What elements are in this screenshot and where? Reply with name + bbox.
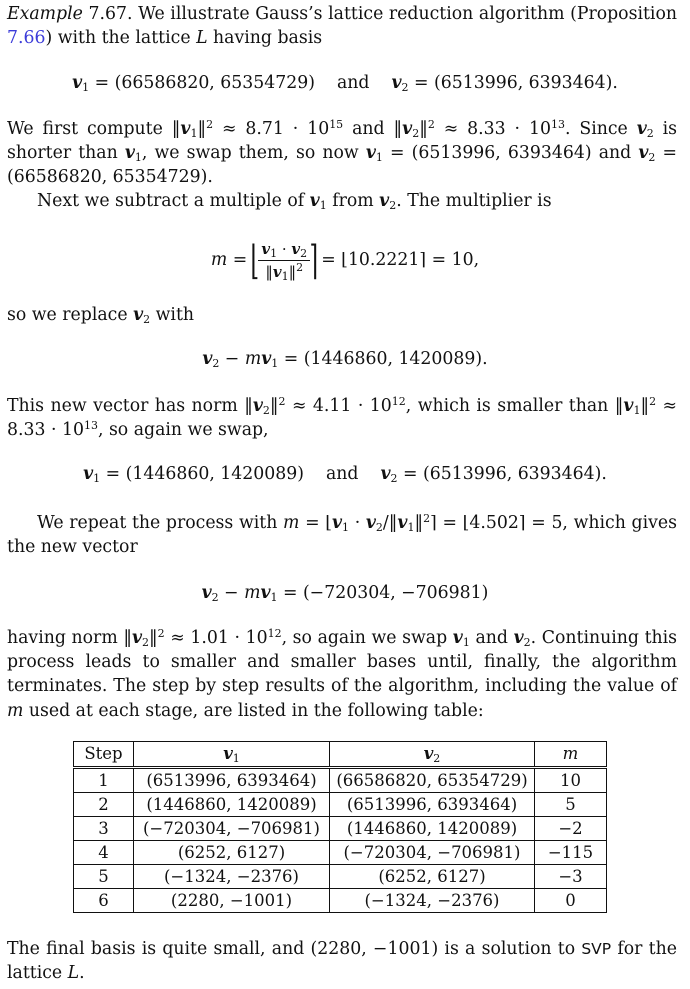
final-vector: (2280, −1001) xyxy=(310,939,439,959)
header-m: m xyxy=(535,742,607,768)
intro-paragraph xyxy=(7,2,677,50)
floor-right-bracket: ⌉ xyxy=(309,237,319,284)
final-text-c: for the lattice xyxy=(7,939,677,984)
p4-exp-1: 12 xyxy=(391,395,406,408)
cell-m: 0 xyxy=(535,889,607,913)
p1-text-c: is shorter than xyxy=(7,119,678,164)
cell-step: 3 xyxy=(74,817,134,841)
p4-exp-2: 13 xyxy=(83,419,98,433)
new-vector-result: (−720304, −706981) xyxy=(303,583,489,603)
svp-term: SVP xyxy=(581,940,612,958)
cell-m: −3 xyxy=(535,865,607,889)
lattice-symbol: L xyxy=(196,28,208,49)
multiplier-result: 10, xyxy=(451,250,480,270)
cell-v2: (6252, 6127) xyxy=(330,865,535,889)
basis-conj: and xyxy=(336,73,370,93)
cell-step: 5 xyxy=(74,865,134,889)
results-table xyxy=(73,741,607,913)
p6-exp: 12 xyxy=(267,627,282,640)
swap-display: $v_1 = (1446860$, 1420089) and $v_2 = (6513996$, 6393464). xyxy=(83,464,607,485)
p5-rounded: 4.502 xyxy=(469,513,519,533)
paragraph-repeat: We repeat the process with $m = ⌊v_1$ · $v_2/‖v_1‖^2⌉$ = ⌊4.502⌉ = 5, which gives the new vector xyxy=(7,512,677,558)
cell-v2: (−720304, −706981) xyxy=(330,841,535,865)
table-row xyxy=(74,865,607,889)
p4-text-a: This new vector has norm xyxy=(7,396,238,416)
header-v1: $v_1$ xyxy=(134,742,330,768)
swap-conj: and xyxy=(326,464,359,484)
p3-text-a: so we replace xyxy=(7,305,128,325)
p2-text-a: Next we subtract a multiple of xyxy=(37,191,305,211)
p4-text-b: , which is smaller than xyxy=(405,396,609,416)
multiplier-rounded: 10.2221 xyxy=(347,250,420,270)
p6-text-c: and xyxy=(475,628,508,648)
cell-step: 2 xyxy=(74,793,134,817)
p6-norm: 1.01 · 10 xyxy=(190,628,268,648)
multiplier-symbol: m xyxy=(210,250,228,270)
replace-display: $v_2 - mv_1 = (1446860$, 1420089). xyxy=(202,349,488,370)
p1-and: and xyxy=(352,119,385,139)
table-row xyxy=(74,768,607,793)
table-row xyxy=(74,841,607,865)
paragraph-replace: so we replace $v_2$ with xyxy=(7,305,195,326)
final-period: . xyxy=(79,963,85,984)
cell-v1: (1446860, 1420089) xyxy=(134,793,330,817)
p1-v1-norm: 8.71 · 10 xyxy=(245,119,330,139)
table-row xyxy=(74,793,607,817)
p6-text-d: . Continuing this process leads to smaller and smaller bases until, finally, the algorithm terminates. The step by step results of the algorithm, including the value of xyxy=(7,628,678,697)
p1-text-a: We first compute xyxy=(7,119,163,139)
table-row xyxy=(74,889,607,913)
cell-step: 6 xyxy=(74,889,134,913)
new-vector-display: $v_2 - mv_1 = (-720304$, −706981) xyxy=(201,583,489,604)
paragraph-subtract: Next we subtract a multiple of $v_1$ from $v_2$. The multiplier is xyxy=(37,191,552,212)
p2-text-c: . The multiplier is xyxy=(396,191,552,211)
proposition-link[interactable]: 7.66 xyxy=(7,28,46,49)
p4-norm-2: 8.33 · 10 xyxy=(7,420,84,441)
p6-text-b: , so again we swap xyxy=(281,628,448,648)
p1-v2-exp: 13 xyxy=(550,118,565,131)
p1-v2-norm: 8.33 · 10 xyxy=(467,119,551,139)
cell-v2: (−1324, −2376) xyxy=(330,889,535,913)
paragraph-new-norm: This new vector has norm $‖v_2‖^2 \approx 4.11 \cdot 10^{12}$, which is smaller than $‖v_1‖^2 \approx 8.33 \cdot 10^{13}$, so again we swap, xyxy=(7,395,678,441)
p4-text-c: , so again we swap, xyxy=(97,420,269,441)
intro-text-b: ) with the lattice xyxy=(45,28,191,49)
cell-m: 10 xyxy=(535,768,607,793)
cell-v1: (2280, −1001) xyxy=(134,889,330,913)
p4-norm-1: 4.11 · 10 xyxy=(312,396,392,416)
example-label: Example xyxy=(7,4,83,24)
final-text-b: is a solution to xyxy=(444,939,576,959)
cell-m: 5 xyxy=(535,793,607,817)
replace-result: (1446860, 1420089). xyxy=(303,349,488,369)
p6-text-tail: used at each stage, are listed in the following table: xyxy=(28,700,484,721)
cell-v1: (−1324, −2376) xyxy=(134,865,330,889)
multiplier-display: m = ⌊ $\frac{v_1 \cdot v_2}{‖v_1‖^2}$ ⌉ = ⌊10.2221⌉ = 10, xyxy=(210,237,480,284)
cell-m: −2 xyxy=(535,817,607,841)
cell-v1: (−720304, −706981) xyxy=(134,817,330,841)
final-lattice-symbol: L xyxy=(67,963,80,984)
p5-text-b: 5, which gives the new vector xyxy=(7,513,677,558)
p1-v2-new: (66586820, 65354729). xyxy=(7,167,213,188)
intro-text-a: We illustrate Gauss’s lattice reduction algorithm (Proposition xyxy=(138,4,677,24)
paragraph-final xyxy=(7,937,677,985)
cell-m: −115 xyxy=(535,841,607,865)
example-number: 7.67. xyxy=(88,4,133,24)
header-v2: $v_2$ xyxy=(330,742,535,768)
p2-text-b: from xyxy=(332,191,374,211)
cell-v2: (66586820, 65354729) xyxy=(330,768,535,793)
swap-v1: (1446860, 1420089) xyxy=(125,464,305,484)
cell-v2: (6513996, 6393464) xyxy=(330,793,535,817)
header-step: Step xyxy=(74,742,134,768)
p1-v1-new: (6513996, 6393464) xyxy=(411,143,592,164)
table-row xyxy=(74,817,607,841)
p1-text-e: and xyxy=(598,143,632,164)
cell-v1: (6513996, 6393464) xyxy=(134,768,330,793)
multiplier-fraction: $\frac{v_1 \cdot v_2}{‖v_1‖^2}$ xyxy=(258,239,310,282)
cell-v1: (6252, 6127) xyxy=(134,841,330,865)
table-header-row xyxy=(74,742,607,768)
basis-display: $v_1 = (66586820$, 65354729) and $v_2 = (6513996$, 6393464). xyxy=(72,73,618,94)
p3-text-b: with xyxy=(155,305,195,325)
p1-text-b: . Since xyxy=(564,119,628,139)
basis-v1: (66586820, 65354729) xyxy=(114,73,315,93)
floor-left-bracket: ⌊ xyxy=(250,237,259,284)
paragraph-continuing: having norm $‖v_2‖^2 \approx 1.01 \cdot 10^{12}$, so again we swap $v_1$ and $v_2$. Continuing this process leads to smaller and smaller bases until, finally, the algorithm terminates. The step by step results of the algorithm, including the value of m used at each stage, are listed in the following table: xyxy=(7,627,678,721)
intro-text-c: having basis xyxy=(213,28,323,49)
swap-v2: (6513996, 6393464). xyxy=(423,464,607,484)
p6-text-a: having norm xyxy=(7,628,118,648)
final-text-a: The final basis is quite small, and xyxy=(7,939,305,959)
paragraph-first-compute: We first compute $‖v_1‖^2 \approx 8.71 \cdot 10^{15}$ and $‖v_2‖^2 \approx 8.33 \cdot 10^{13}$. Since $v_2$ is shorter than $v_1$, we swap them, so now $v_1 = (6513996$, 6393464) and $v_2 = (66586820$, 65354729). xyxy=(7,118,678,188)
p1-text-d: , we swap them, so now xyxy=(141,143,359,164)
cell-step: 4 xyxy=(74,841,134,865)
basis-v2: (6513996, 6393464). xyxy=(433,73,618,93)
p5-text-a: We repeat the process with xyxy=(37,513,278,533)
cell-v2: (1446860, 1420089) xyxy=(330,817,535,841)
cell-step: 1 xyxy=(74,768,134,793)
p1-v1-exp: 15 xyxy=(329,118,344,131)
